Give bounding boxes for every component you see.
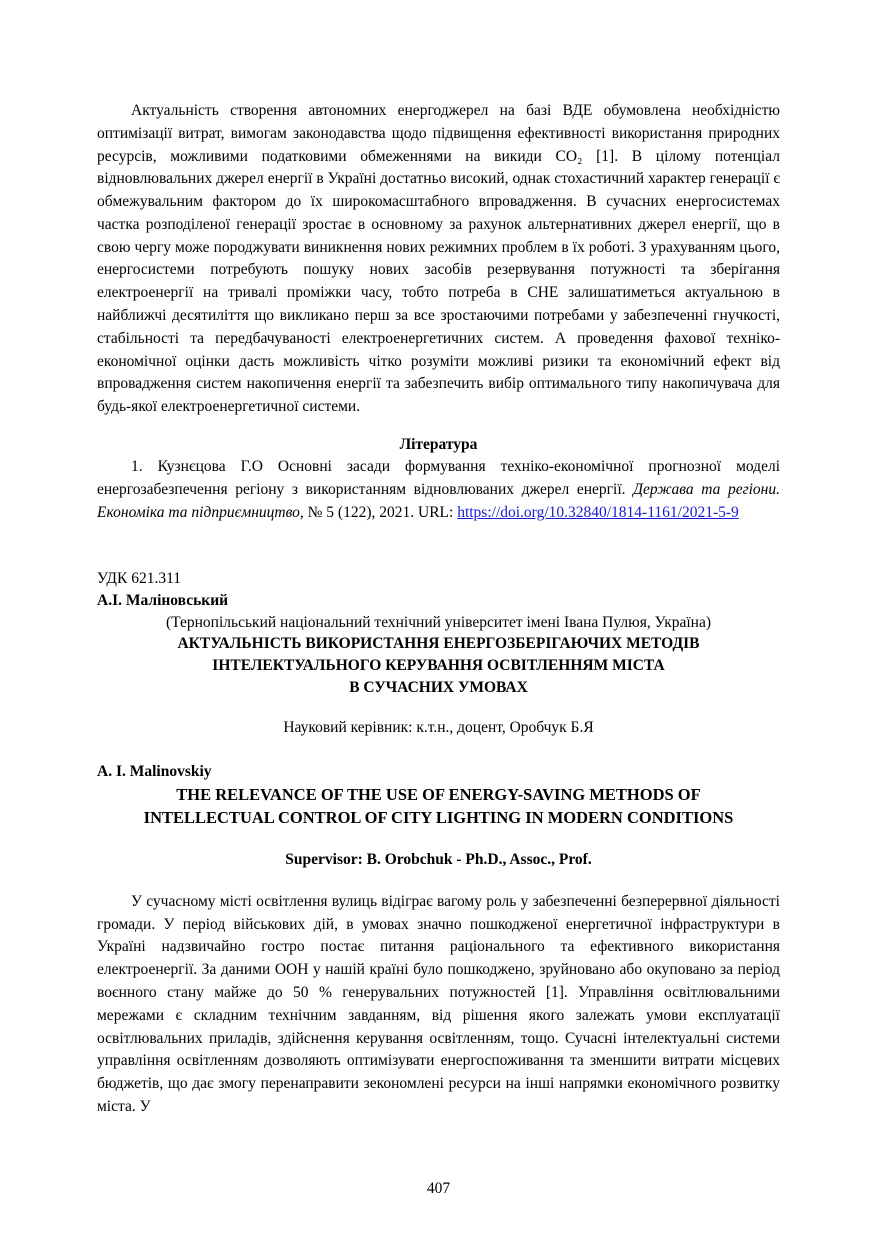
supervisor-en: Supervisor: B. Orobchuk - Ph.D., Assoc., Prof.: [285, 850, 592, 868]
reference-tail: , № 5 (122), 2021. URL:: [299, 503, 454, 521]
author-name-en: A. I. Malinovskiy: [97, 763, 212, 781]
intro-paragraph: Актуальність створення автономних енергоджерел на базі ВДЕ обумовлена необхідністю оптимізації витрат, вимогам законодавства щодо підвищення ефективності використання природних ресурсів, можливими податковими обмеженнями на викиди CO₂ [1]. В цілому потенціал відновлювальних джерел енергії в Україні достатньо високий, однак стохастичний характер генерації є обмежувальним фактором до їх широкомасштабного впровадження. В сучасних енергосистемах частка розподіленої генерації зростає в основному за рахунок альтернативних джерел енергії, що в свою чергу може породжувати виникнення нових режимних проблем в їх роботі. З урахуванням цього, енергосистеми потребують пошуку нових засобів резервування потужності та зберігання електроенергії на тривалі проміжки часу, тобто потреба в СНЕ залишатиметься актуальною в найближчі десятиліття що викликано перш за все зростаючими потребами у забезпеченні гнучкості, стабільності та передбачуваності електроенергетичних систем. А проведення фахової техніко-економічної оцінки дасть можливість чітко розуміти можливі ризики та економічний ефект від впровадження систем накопичення енергії та забезпечить вибір оптимального типу накопичувача для будь-якої електроенергетичної системи.: [97, 102, 780, 416]
article-title-ua-line-3: В СУЧАСНИХ УМОВАХ: [349, 679, 528, 697]
udk-code: УДК 621.311: [97, 570, 181, 588]
article-title-en-line-2: INTELLECTUAL CONTROL OF CITY LIGHTING IN MODERN CONDITIONS: [143, 808, 734, 828]
author-name-ua: А.І. Маліновський: [97, 591, 229, 609]
reference-doi-link[interactable]: https://doi.org/10.32840/1814-1161/2021-5-9: [457, 503, 739, 521]
affiliation-ua: (Тернопільський національний технічний університет імені Івана Пулюя, Україна): [165, 613, 712, 631]
references-heading: Література: [399, 435, 478, 453]
page-number: 407: [426, 1180, 451, 1197]
body-paragraph: У сучасному місті освітлення вулиць відіграє вагому роль у забезпеченні безперервної діяльності громади. У період військових дій, в умовах значно пошкодженої енергетичної інфраструктури в Україні надзвичайно гостро постає питання раціонального та ефективного використання електроенергії. За даними ООН у нашій країні було пошкоджено, зруйновано або окуповано за період воєнного стану майже до 50 % генерувальних потужностей [1]. Управління освітлювальними мережами є складним технічним завданням, від рішення якого залежать умови експлуатації освітлювальних приладів, здійснення керування освітленням, тощо. Сучасні інтелектуальні системи управління освітленням дозволяють оптимізувати енергоспоживання та зменшити витрати місцевих бюджетів, що дає змогу перенаправити зекономлені ресурси на інші напрямки економічного розвитку міста. У: [97, 892, 780, 1115]
article-title-en-line-1: THE RELEVANCE OF THE USE OF ENERGY-SAVING METHODS OF: [176, 785, 701, 805]
reference-source-italic: Держава та регіони. Економіка та підприємництво: [97, 480, 780, 521]
reference-item-1: [97, 456, 780, 524]
article-title-ua-line-1: АКТУАЛЬНІСТЬ ВИКОРИСТАННЯ ЕНЕРГОЗБЕРІГАЮЧИХ МЕТОДІВ: [177, 635, 700, 653]
article-title-ua-line-2: ІНТЕЛЕКТУАЛЬНОГО КЕРУВАННЯ ОСВІТЛЕННЯМ МІСТА: [212, 657, 665, 675]
section-divider: [97, 524, 780, 568]
supervisor-ua: Науковий керівник: к.т.н., доцент, Оробчук Б.Я: [283, 719, 594, 737]
reference-text: 1. Кузнєцова Г.О Основні засади формування техніко-економічної прогнозної моделі енергозабезпечення регіону з використанням відновлюваних джерел енергії.: [97, 457, 780, 498]
